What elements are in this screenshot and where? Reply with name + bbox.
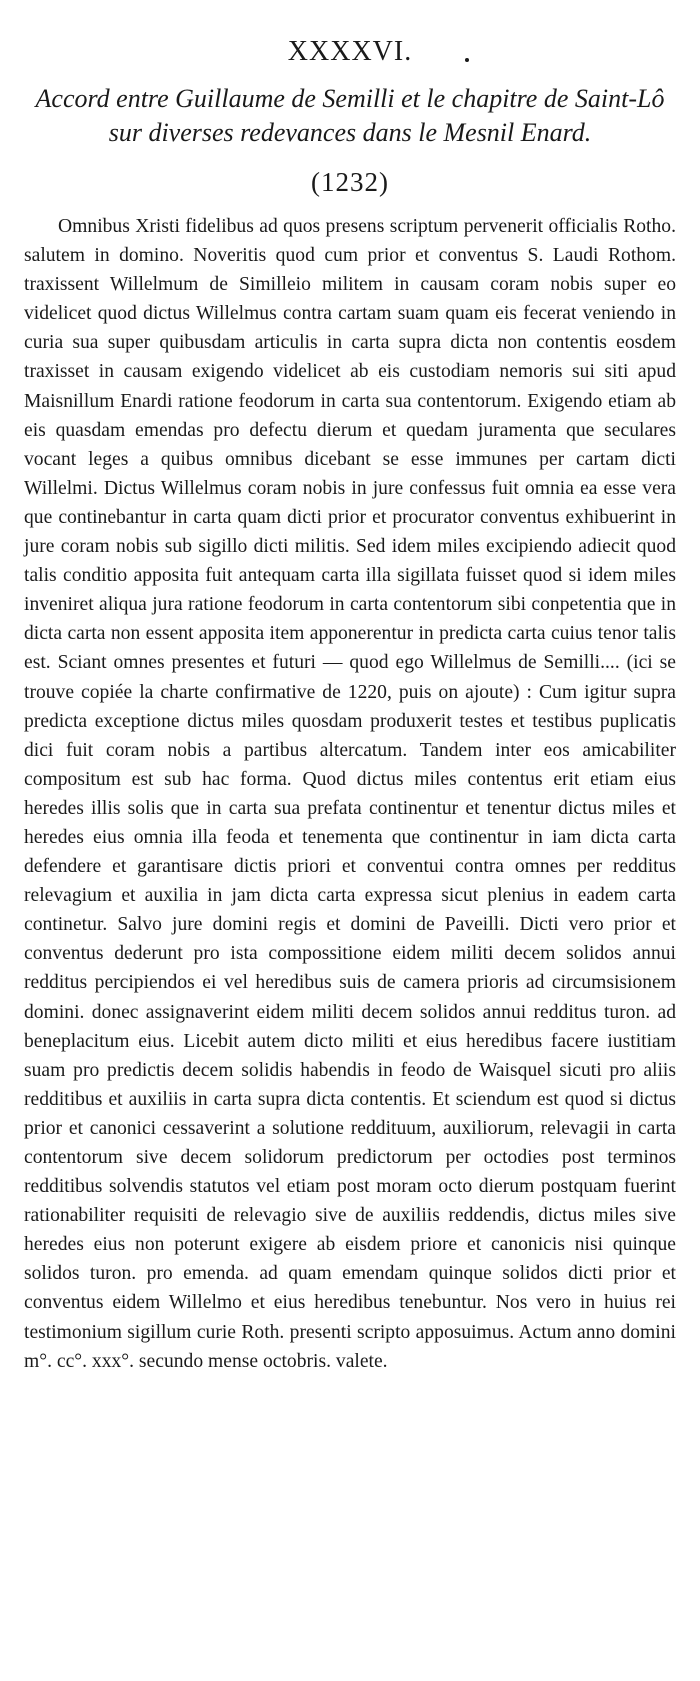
document-date: (1232) (311, 167, 389, 197)
document-title (24, 82, 676, 150)
document-title-line-1: Accord entre Guillaume de Semilli et le chapitre de Saint-Lô (35, 84, 665, 113)
stray-dot-mark (465, 58, 469, 62)
document-title-line-2: sur diverses redevances dans le Mesnil Enard. (108, 118, 592, 147)
document-body-text: Omnibus Xristi fidelibus ad quos presens scriptum pervenerit officialis Rotho. salutem in domino. Noveritis quod cum prior et conventus S. Laudi Rothom. traxissent Willelmum de Similleio militem in causam coram nobis super eo videlicet quod dictus Willelmus contra cartam suam quam eis fecerat veniendo in curia sua super quibusdam articulis in carta supra dicta non contentis eosdem traxisset in causam exigendo videlicet ab eis custodiam nemoris sui siti apud Maisnillum Enardi ratione feodorum in carta sua contentorum. Exigendo etiam ab eis quasdam emendas pro defectu dierum et quedam juramenta que seculares vocant leges a quibus omnibus dicebant se esse immunes per cartam dicti Willelmi. Dictus Willelmus coram nobis in jure confessus fuit omnia ea esse vera que continebantur in carta quam dicti prior et procurator conventus exhibuerint in jure coram nobis sub sigillo dicti militis. Sed idem miles excipiendo adiecit quod talis conditio apposita fuit antequam carta illa sigillata fuisset quod si idem miles inveniret aliqua jura ratione feodorum in carta contentorum sibi conpetentia que in dicta carta non essent apposita item apponerentur in predicta carta cuius tenor talis est. Sciant omnes presentes et futuri — quod ego Willelmus de Semilli.... (ici se trouve copiée la charte confirmative de 1220, puis on ajoute) : Cum igitur supra predicta exceptione dictus miles quosdam produxerit testes et testibus puplicatis dici fuit coram nobis a partibus altercatum. Tandem inter eos amicabiliter compositum est sub hac forma. Quod dictus miles contentus erit etiam eius heredes illis solis que in carta sua prefata continentur et tenentur dictus miles et heredes eius omnia illa feoda et tenementa que continentur in iam dicta carta defendere et garantisare dictis priori et conventui contra omnes per redditus relevagium et auxilia in jam dicta carta expressa sicut plenius in eadem carta continetur. Salvo jure domini regis et domini de Paveilli. Dicti vero prior et conventus dederunt pro ista compossitione eidem militi decem solidos annui redditus percipiendos ei vel heredibus suis de camera prioris ad circumsisionem domini. donec assignaverint eidem militi decem solidos annui redditus turon. ad beneplacitum eius. Licebit autem dicto militi et eius heredibus facere iustitiam suam pro predictis decem solidis habendis in feodo de Waisquel sicuti pro aliis redditibus et auxiliis in carta supra dicta contentis. Et sciendum est quod si dictus prior et canonici cessaverint a solutione reddituum, auxiliorum, relevagii in carta contentorum sive decem solidorum predictorum per octodies post terminos redditibus solvendis statutos vel etiam post moram octo dierum postquam fuerint rationabiliter requisiti de relevagio sive de auxiliis reddendis, dictus miles sive heredes eius non poterunt exigere ab eisdem priore et canonicis nisi quinque solidos turon. pro emenda. ad quam emendam quinque solidos dicti prior et conventus eidem Willelmo et eius heredibus tenebuntur. Nos vero in huius rei testimonium sigillum curie Roth. presenti scripto apposuimus. Actum anno domini m°. cc°. xxx°. secundo mense octobris. valete. (24, 216, 676, 1372)
document-number: XXXXVI. (287, 36, 413, 67)
